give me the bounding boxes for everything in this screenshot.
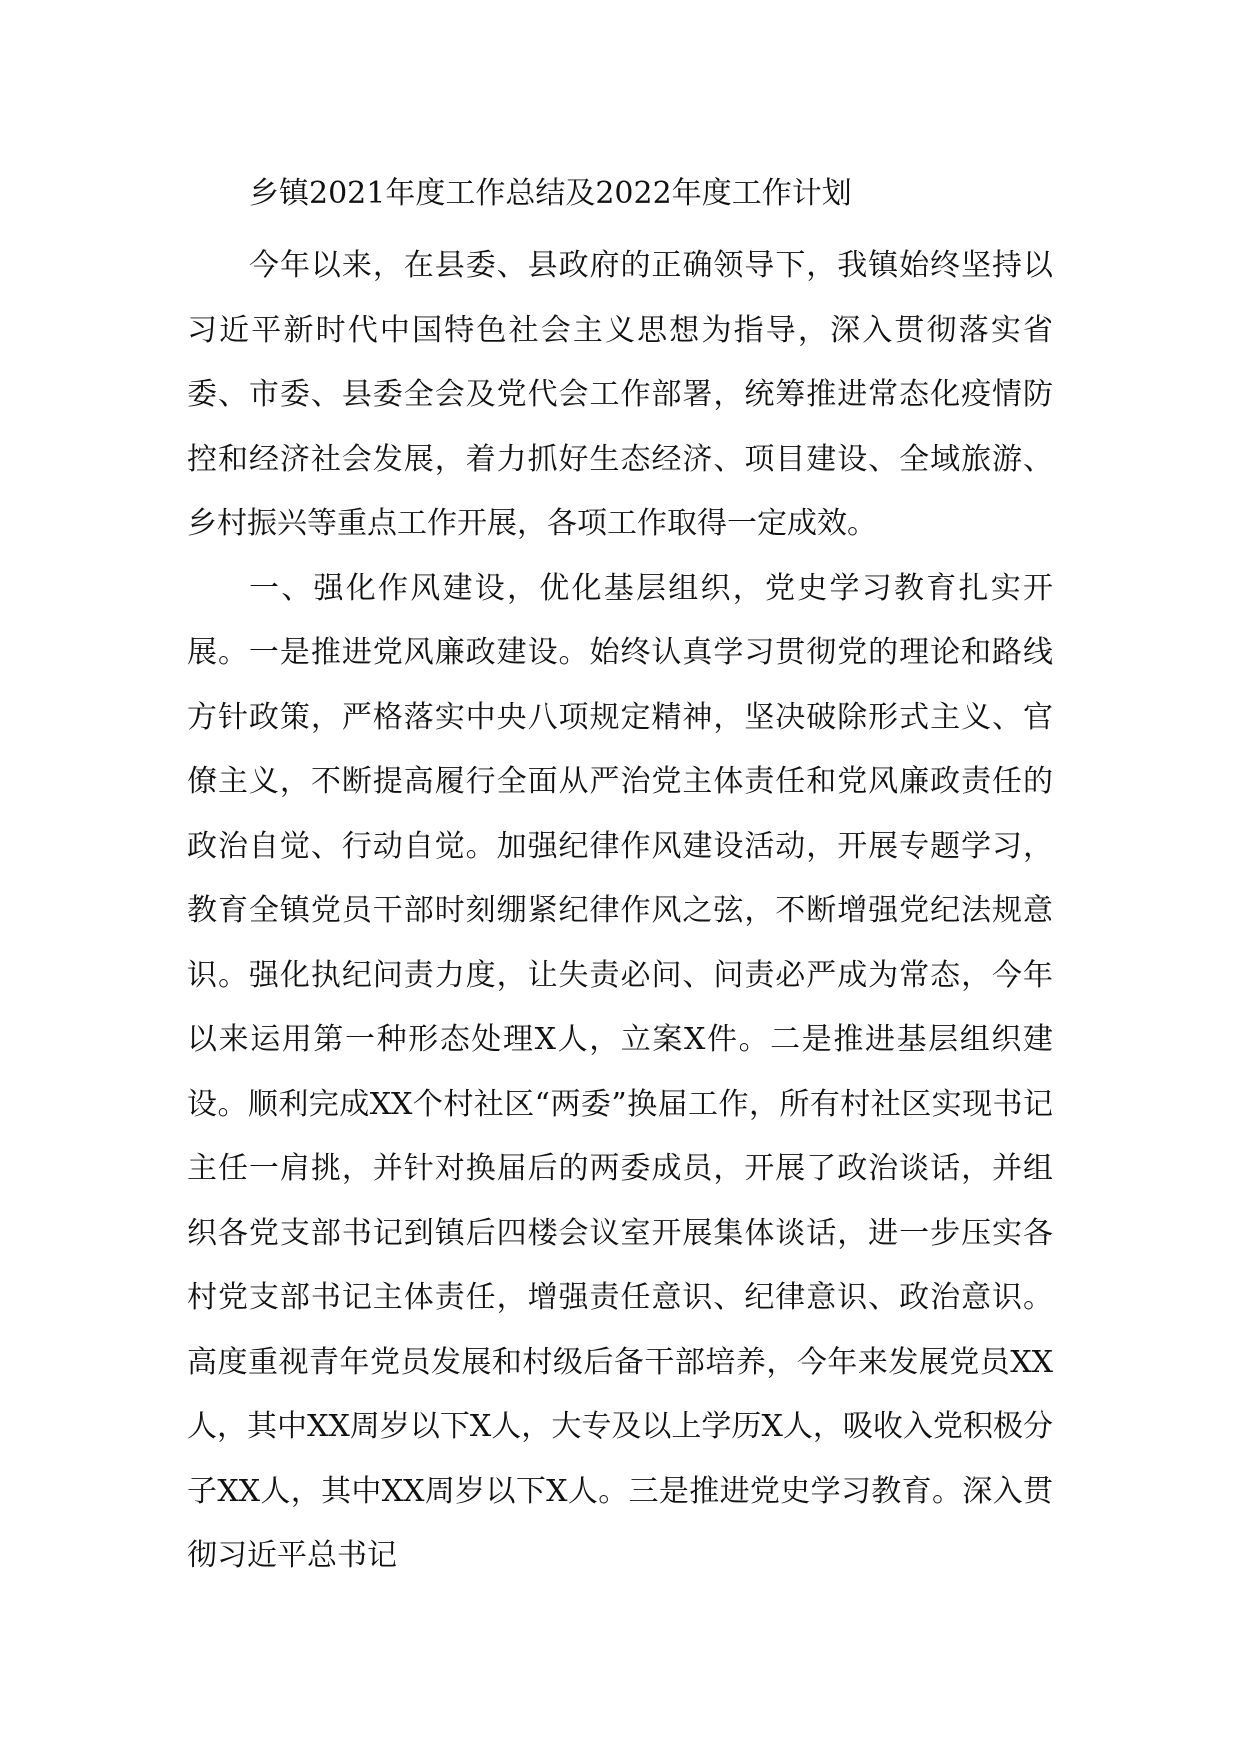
document-title: 乡镇2021年度工作总结及2022年度工作计划 [249, 176, 852, 211]
document-body [187, 172, 1053, 1589]
intro-paragraph: 今年以来，在县委、县政府的正确领导下，我镇始终坚持以习近平新时代中国特色社会主义思想为指导，深入贯彻落实省委、市委、县委全会及党代会工作部署，统筹推进常态化疫情防控和经济社会发展，着力抓好生态经济、项目建设、全域旅游、乡村振兴等重点工作开展，各项工作取得一定成效。 [187, 248, 1053, 541]
section-one-paragraph: 一、强化作风建设，优化基层组织，党史学习教育扎实开展。一是推进党风廉政建设。始终认真学习贯彻党的理论和路线方针政策，严格落实中央八项规定精神，坚决破除形式主义、官僚主义，不断提高履行全面从严治党主体责任和党风廉政责任的政治自觉、行动自觉。加强纪律作风建设活动，开展专题学习，教育全镇党员干部时刻绷紧纪律作风之弦，不断增强党纪法规意识。强化执纪问责力度，让失责必问、问责必严成为常态，今年以来运用第一种形态处理X人，立案X件。二是推进基层组织建设。顺利完成XX个村社区“两委”换届工作，所有村社区实现书记主任一肩挑，并针对换届后的两委成员，开展了政治谈话，并组织各党支部书记到镇后四楼会议室开展集体谈话，进一步压实各村党支部书记主体责任，增强责任意识、纪律意识、政治意识。高度重视青年党员发展和村级后备干部培养，今年来发展党员XX人，其中XX周岁以下X人，大专及以上学历X人，吸收入党积极分子XX人，其中XX周岁以下X人。三是推进党史学习教育。深入贯彻习近平总书记 [187, 570, 1053, 1573]
